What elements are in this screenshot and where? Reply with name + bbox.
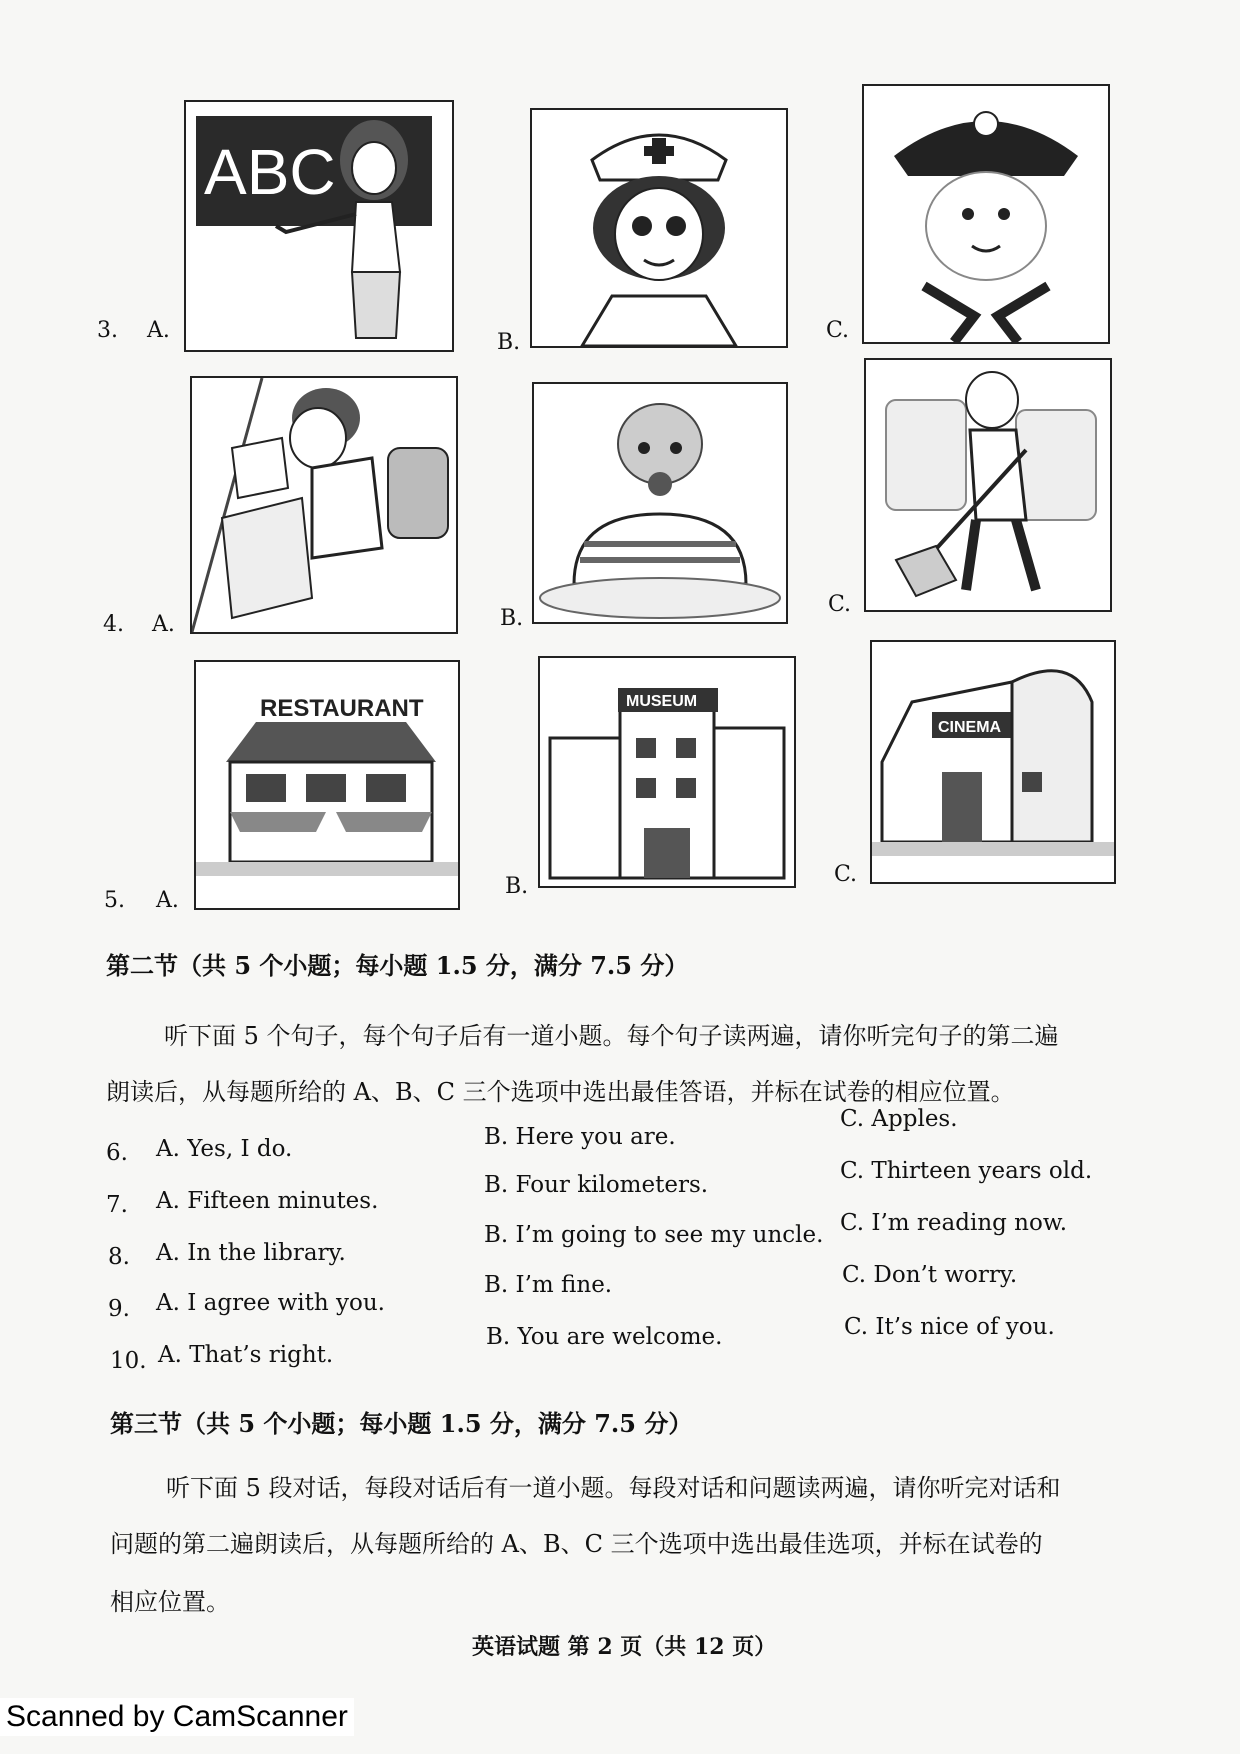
section-3-instruction-line-1: 听下面 5 段对话，每段对话后有一道小题。每段对话和问题读两遍，请你听完对话和 [166,1474,1061,1502]
boy-eating-illustration [534,384,786,622]
question-7-number: 7. [106,1192,128,1218]
question-6-option-a[interactable]: A. Yes, I do. [156,1136,293,1162]
option-4b-label: B. [500,606,524,631]
man-sweeping-illustration [866,360,1110,610]
question-number-4: 4. [103,612,124,637]
picture-5c-cinema[interactable] [870,640,1116,884]
option-5a-label: A. [156,888,179,913]
question-9-option-b[interactable]: B. I’m fine. [484,1272,613,1298]
question-8-option-c[interactable]: C. I’m reading now. [840,1210,1068,1236]
question-9-number: 9. [108,1296,130,1322]
option-5b-label: B. [505,874,529,899]
question-7-option-a[interactable]: A. Fifteen minutes. [156,1188,379,1214]
page-footer: 英语试题 第 2 页（共 12 页） [472,1634,777,1660]
museum-sign: MUSEUM [626,693,698,710]
question-6-option-c[interactable]: C. Apples. [840,1106,958,1132]
section-2-instruction-line-2: 朗读后，从每题所给的 A、B、C 三个选项中选出最佳答语，并标在试卷的相应位置。 [106,1078,1015,1106]
picture-3a-teacher[interactable] [184,100,454,352]
section-2-instruction-line-1: 听下面 5 个句子，每个句子后有一道小题。每个句子读两遍，请你听完句子的第二遍 [164,1022,1059,1050]
restaurant-sign: RESTAURANT [260,695,424,722]
option-3c-label: C. [826,318,850,343]
section-3-instruction-line-2: 问题的第二遍朗读后，从每题所给的 A、B、C 三个选项中选出最佳选项，并标在试卷的 [110,1530,1043,1558]
restaurant-illustration [196,662,458,908]
cinema-sign: CINEMA [938,719,1002,736]
question-6-number: 6. [106,1140,128,1166]
boy-reading-illustration [192,378,456,632]
question-number-3: 3. [97,318,118,343]
section-3-title: 第三节（共 5 个小题；每小题 1.5 分，满分 7.5 分） [110,1409,693,1438]
question-9-option-c[interactable]: C. Don’t worry. [842,1262,1018,1288]
section-2-title: 第二节（共 5 个小题；每小题 1.5 分，满分 7.5 分） [106,951,689,980]
question-8-option-a[interactable]: A. In the library. [156,1240,346,1266]
abc-sign: ABC [204,136,336,208]
police-officer-illustration [864,86,1108,342]
question-10-option-b[interactable]: B. You are welcome. [486,1324,723,1350]
picture-4b-boy-eating[interactable] [532,382,788,624]
scanner-watermark: Scanned by CamScanner [0,1698,354,1736]
option-5c-label: C. [834,862,858,887]
picture-4a-boy-reading[interactable] [190,376,458,634]
question-10-option-c[interactable]: C. It’s nice of you. [844,1314,1055,1340]
picture-5b-museum[interactable] [538,656,796,888]
question-10-option-a[interactable]: A. That’s right. [158,1342,334,1368]
question-7-option-c[interactable]: C. Thirteen years old. [840,1158,1093,1184]
option-4c-label: C. [828,592,852,617]
cinema-illustration [872,642,1114,882]
option-3b-label: B. [497,330,521,355]
question-9-option-a[interactable]: A. I agree with you. [156,1290,385,1316]
picture-4c-man-sweeping[interactable] [864,358,1112,612]
picture-3b-nurse[interactable] [530,108,788,348]
question-6-option-b[interactable]: B. Here you are. [484,1124,676,1150]
nurse-illustration [532,110,786,346]
question-number-5: 5. [104,888,125,913]
question-8-number: 8. [108,1244,130,1270]
teacher-illustration [186,102,452,350]
section-3-instruction-line-3: 相应位置。 [110,1588,230,1616]
option-4a-label: A. [152,612,175,637]
question-7-option-b[interactable]: B. Four kilometers. [484,1172,709,1198]
picture-3c-police-officer[interactable] [862,84,1110,344]
museum-illustration [540,658,794,886]
picture-5a-restaurant[interactable] [194,660,460,910]
question-10-number: 10. [110,1348,147,1374]
option-3a-label: A. [147,318,170,343]
question-8-option-b[interactable]: B. I’m going to see my uncle. [484,1222,824,1248]
